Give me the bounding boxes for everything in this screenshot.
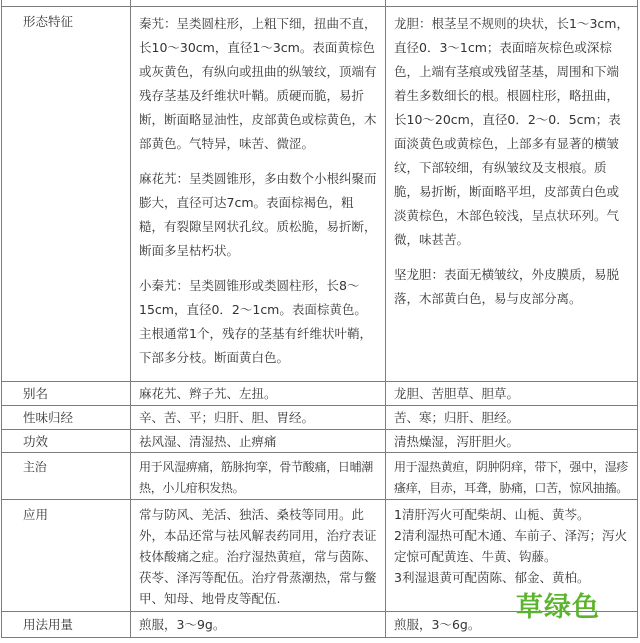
alias-longdan-cell: 龙胆、苦胆草、胆草。: [386, 382, 638, 406]
row-header-alias: 别名: [2, 382, 131, 406]
application-item-3: 3利湿退黄可配茵陈、郁金、黄柏。: [394, 570, 590, 585]
paragraph-jianlongdan: 坚龙胆：表面无横皱纹，外皮膜质，易脱落，木部黄白色，易与皮部分离。: [394, 267, 620, 306]
row-header-dosage: 用法用量: [2, 612, 131, 638]
paragraph-qinjiao: 秦艽：呈类圆柱形，上粗下细，扭曲不直，长10～30cm，直径1～3cm。表面黄棕色或灰黄色，有纵向或扭曲的纵皱纹，顶端有残存茎基及纤维状叶鞘。质硬而脆，易折断，断面略显油性，皮部黄色或棕黄色，木部黄色。气特异，味苦、微涩。: [139, 16, 377, 151]
flavor-longdan-cell: 苦、寒；归肝、胆经。: [386, 406, 638, 430]
paragraph-longdan: 龙胆：根茎呈不规则的块状，长1～3cm，直径0．3～1cm；表面暗灰棕色或深棕色，上端有茎痕或残留茎基，周围和下端着生多数细长的根。根圆柱形，略扭曲，长10～20cm，直径0．2～0．5cm；表面淡黄色或黄棕色，上部多有显著的横皱纹，下部较细，有纵皱纹及支根痕。质脆，易折断，断面略平坦，皮部黄白色或淡黄棕色，木部色较浅，呈点状环列。气微，味甚苦。: [394, 16, 629, 247]
table-row-flavor-meridian: [2, 406, 638, 430]
paragraph-xiaoqinjiao: 小秦艽：呈类圆锥形或类圆柱形，长8～15cm，直径0．2～1cm。表面棕黄色。主根通常1个，残存的茎基有纤维状叶鞘，下部多分枝。断面黄白色。: [139, 278, 372, 365]
row-header-efficacy: 功效: [2, 430, 131, 453]
alias-qinjiao-cell: 麻花艽、辫子艽、左扭。: [131, 382, 386, 406]
row-header-indications: 主治: [2, 453, 131, 500]
flavor-qinjiao-cell: 辛、苦、平；归肝、胆、胃经。: [131, 406, 386, 430]
row-header-application: 应用: [2, 500, 131, 612]
efficacy-qinjiao-cell: 祛风湿、清湿热、止痹痛: [131, 430, 386, 453]
row-header-flavor-meridian: 性味归经: [2, 406, 131, 430]
paragraph-application-qinjiao: 常与防风、羌活、独活、桑枝等同用。此外，本品还常与祛风解表药同用，治疗表证枝体酸痛之症。治疗湿热黄疸，常与茵陈、茯苓、泽泻等配伍。治疗骨蒸潮热，常与鳖甲、知母、地骨皮等配伍.: [139, 507, 377, 606]
watermark-text: 草绿色: [516, 592, 600, 623]
dosage-longdan-cell: 煎服，3～6g。: [386, 612, 638, 638]
application-item-1: 1清肝泻火可配柴胡、山栀、黄芩。: [394, 507, 590, 522]
indications-qinjiao-cell: 用于风湿痹痛，筋脉拘挛，骨节酸痛，日晡潮热，小儿疳积发热。: [131, 453, 386, 500]
dosage-qinjiao-cell: 煎服，3～9g。: [131, 612, 386, 638]
table-row-alias: [2, 382, 638, 406]
efficacy-longdan-cell: 清热燥湿，泻肝胆火。: [386, 430, 638, 453]
paragraph-mahuajiao: 麻花艽：呈类圆锥形，多由数个小根纠聚而膨大，直径可达7cm。表面棕褐色，粗糙，有裂隙呈网状孔纹。质松脆，易折断，断面多呈枯朽状。: [139, 171, 377, 258]
application-item-2: 2清利湿热可配木通、车前子、泽泻；泻火定惊可配黄连、牛黄、钩藤。: [394, 528, 627, 564]
table-row-efficacy: [2, 430, 638, 453]
row-header-morphology: 形态特征: [2, 7, 131, 382]
morphology-longdan-cell: [386, 7, 638, 382]
table-row-morphology: [2, 7, 638, 382]
table-row-indications: [2, 453, 638, 500]
herb-comparison-table: [1, 0, 638, 638]
morphology-qinjiao-cell: [131, 7, 386, 382]
indications-longdan-cell: 用于湿热黄疸，阴肿阴痒，带下，强中，湿疹瘙痒，目赤，耳聋，胁痛，口苦，惊风抽搐。: [386, 453, 638, 500]
application-qinjiao-cell: [131, 500, 386, 612]
